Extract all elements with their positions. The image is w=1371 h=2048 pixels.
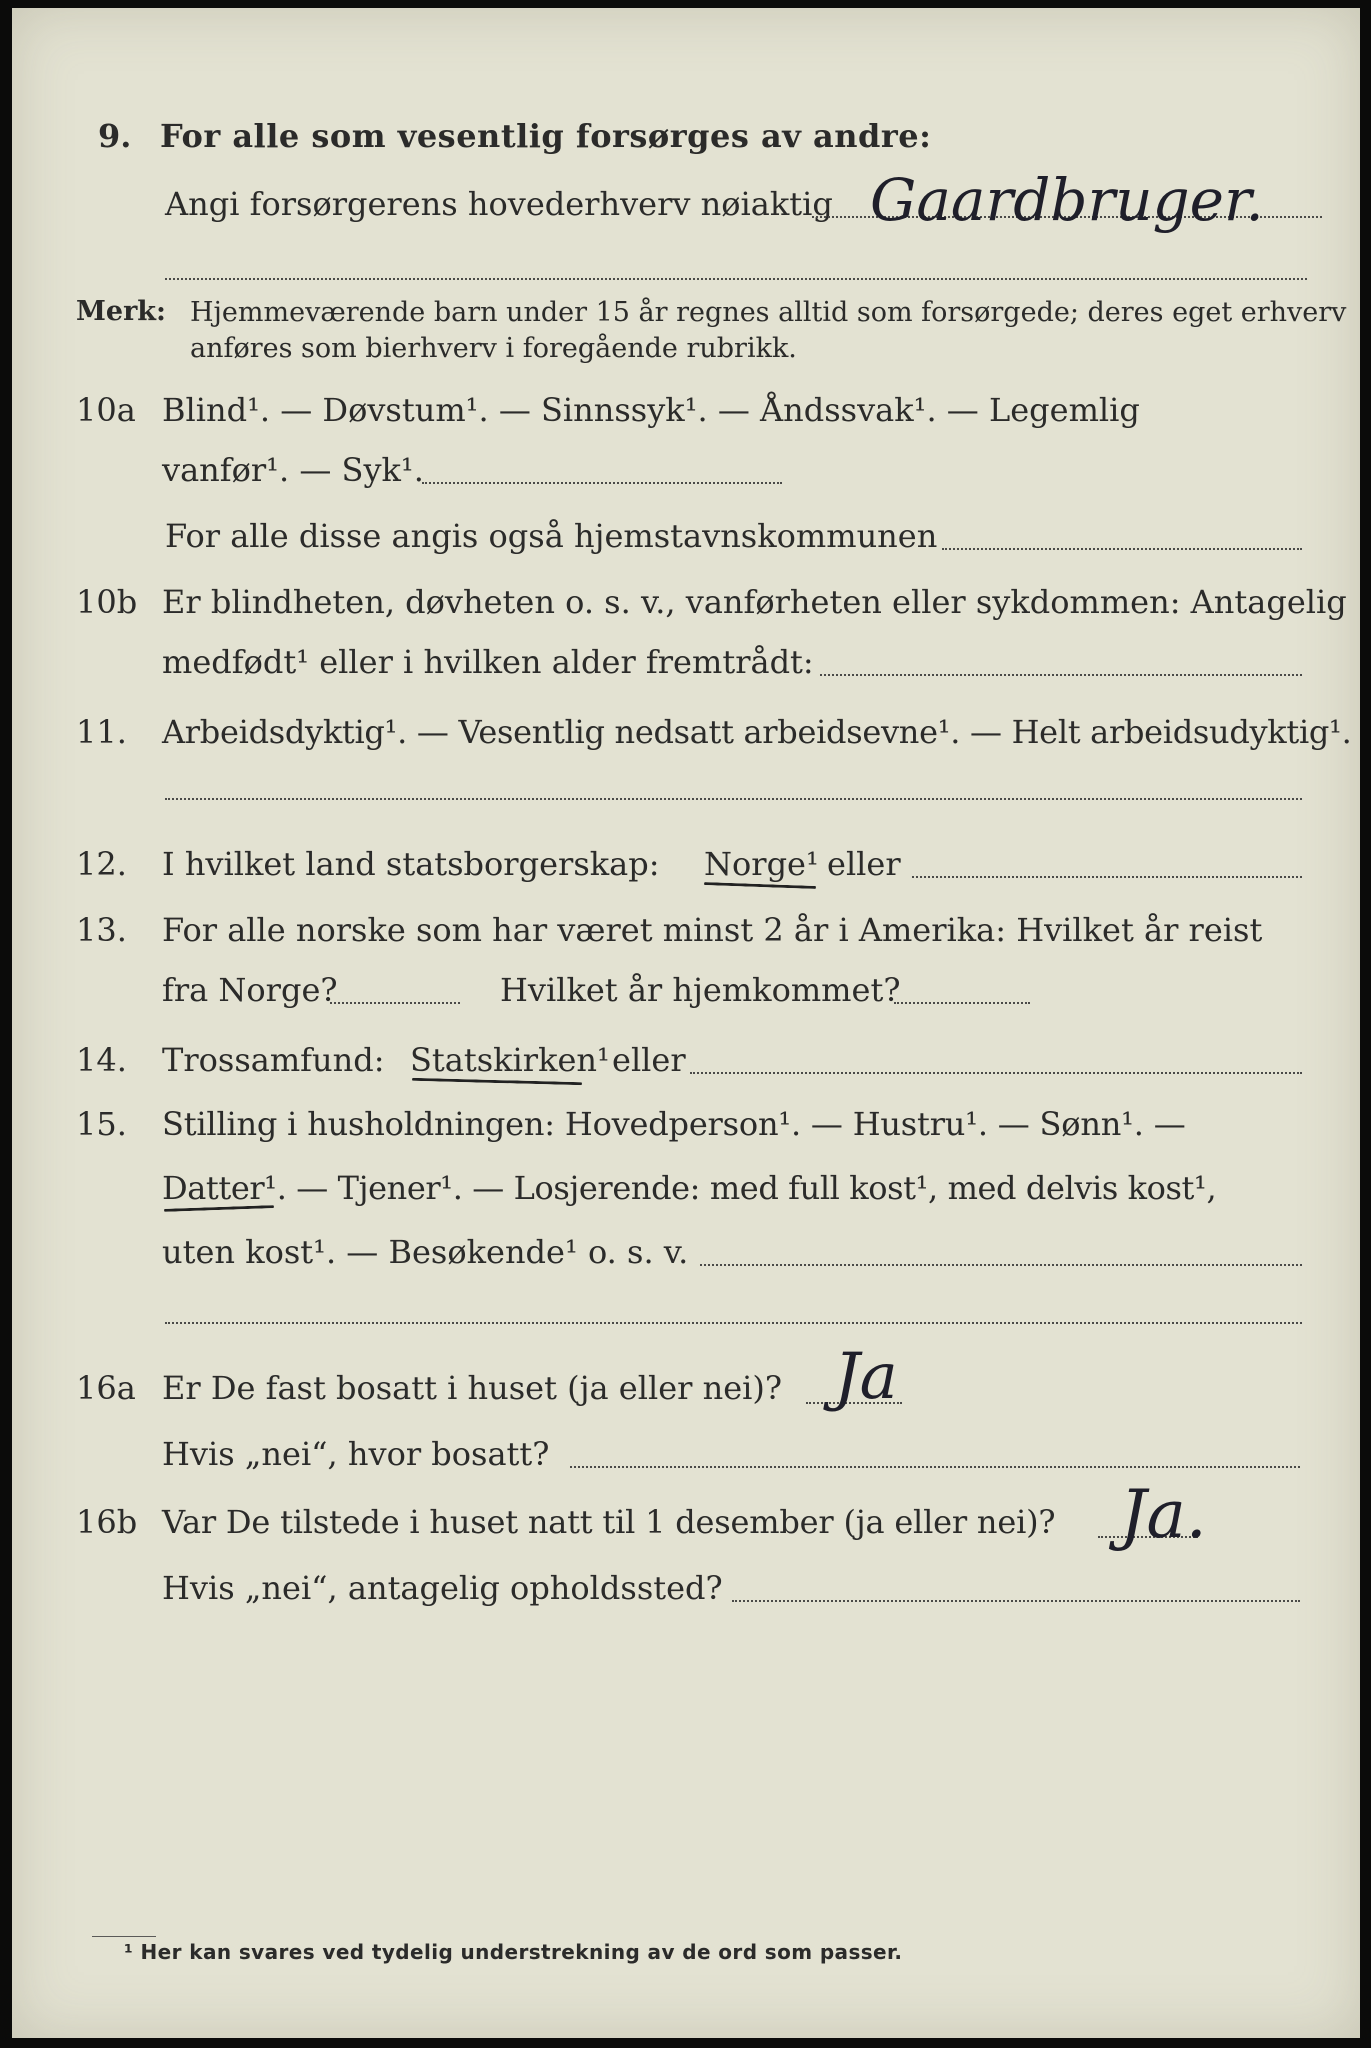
- q16b-handwritten-answer: Ja.: [1120, 1476, 1207, 1553]
- q16a-where-line: [570, 1466, 1300, 1468]
- q16b-line-1: Var De tilstede i huset natt til 1 desember (ja eller nei)?: [162, 1503, 1056, 1541]
- q10a-line-2: vanfør¹. — Syk¹.: [162, 451, 424, 489]
- q9-number: 9.: [98, 117, 132, 155]
- q15-extra-line: [165, 1322, 1302, 1324]
- census-form-page: [12, 8, 1360, 2038]
- q13-returned-line: [894, 1002, 1030, 1004]
- merk-line-2: anføres som bierhverv i foregående rubrikk.: [190, 333, 797, 364]
- q11-extra-line: [165, 798, 1302, 800]
- q12-other-line: [912, 876, 1302, 878]
- q16b-number: 16b: [76, 1503, 138, 1541]
- q10a-number: 10a: [76, 391, 136, 429]
- footnote-rule: [92, 1936, 156, 1937]
- q11-line-1: Arbeidsdyktig¹. — Vesentlig nedsatt arbeidsevne¹. — Helt arbeidsudyktig¹.: [162, 713, 1352, 751]
- footnote-text: ¹ Her kan svares ved tydelig understrekning av de ord som passer.: [124, 1940, 903, 1964]
- q14-prefix: Trossamfund:: [162, 1041, 385, 1079]
- q16b-line-2: Hvis „nei“, antagelig opholdssted?: [162, 1569, 723, 1607]
- q11-number: 11.: [76, 713, 127, 751]
- q14-other-line: [690, 1072, 1302, 1074]
- q15-number: 15.: [76, 1105, 127, 1143]
- q13-line-1: For alle norske som har været minst 2 år i Amerika: Hvilket år reist: [162, 911, 1263, 949]
- q14-number: 14.: [76, 1041, 127, 1079]
- q16a-handwritten-answer: Ja: [834, 1340, 898, 1414]
- q15-answer-line: [700, 1264, 1302, 1266]
- q10a-home-line: [942, 548, 1302, 550]
- merk-line-1: Hjemmeværende barn under 15 år regnes alltid som forsørgede; deres eget erhverv: [190, 297, 1347, 328]
- q12-suffix: eller: [827, 845, 901, 883]
- q12-prefix: I hvilket land statsborgerskap:: [162, 845, 660, 883]
- merk-label: Merk:: [76, 296, 166, 327]
- q15-line-2: Datter¹. — Tjener¹. — Losjerende: med full kost¹, med delvis kost¹,: [162, 1169, 1217, 1207]
- q15-line-3: uten kost¹. — Besøkende¹ o. s. v.: [162, 1233, 689, 1271]
- q15-line-1: Stilling i husholdningen: Hovedperson¹. — Hustru¹. — Sønn¹. —: [162, 1105, 1186, 1143]
- q10b-line-1: Er blindheten, døvheten o. s. v., vanførheten eller sykdommen: Antagelig: [162, 583, 1347, 621]
- q16b-place-line: [732, 1600, 1300, 1602]
- q14-suffix: eller: [612, 1041, 686, 1079]
- q14-option-statskirken: Statskirken¹: [410, 1041, 610, 1079]
- q9-handwritten-answer: Gaardbruger.: [870, 166, 1264, 234]
- q10b-number: 10b: [76, 583, 138, 621]
- q9-heading: For alle som vesentlig forsørges av andre:: [160, 117, 932, 155]
- q10a-syk-line: [422, 482, 782, 484]
- q10b-answer-line: [820, 674, 1302, 676]
- q13-departed-label: fra Norge?: [162, 971, 338, 1009]
- q16a-line-1: Er De fast bosatt i huset (ja eller nei)?: [162, 1369, 783, 1407]
- q10b-line-2: medfødt¹ eller i hvilken alder fremtrådt:: [162, 643, 814, 681]
- q12-number: 12.: [76, 845, 127, 883]
- q13-number: 13.: [76, 911, 127, 949]
- q12-option-norge: Norge¹: [704, 845, 819, 883]
- q10a-line-1: Blind¹. — Døvstum¹. — Sinnssyk¹. — Åndssvak¹. — Legemlig: [162, 391, 1140, 429]
- q12-underline-mark: [704, 882, 816, 889]
- q13-returned-label: Hvilket år hjemkommet?: [500, 971, 901, 1009]
- q16a-line-2: Hvis „nei“, hvor bosatt?: [162, 1435, 550, 1473]
- q13-departed-line: [330, 1002, 460, 1004]
- q10a-line-3: For alle disse angis også hjemstavnskommunen: [165, 517, 938, 555]
- q9-extra-line: [165, 278, 1307, 280]
- q9-question: Angi forsørgerens hovederhverv nøiaktig: [165, 185, 833, 223]
- q16a-number: 16a: [76, 1369, 136, 1407]
